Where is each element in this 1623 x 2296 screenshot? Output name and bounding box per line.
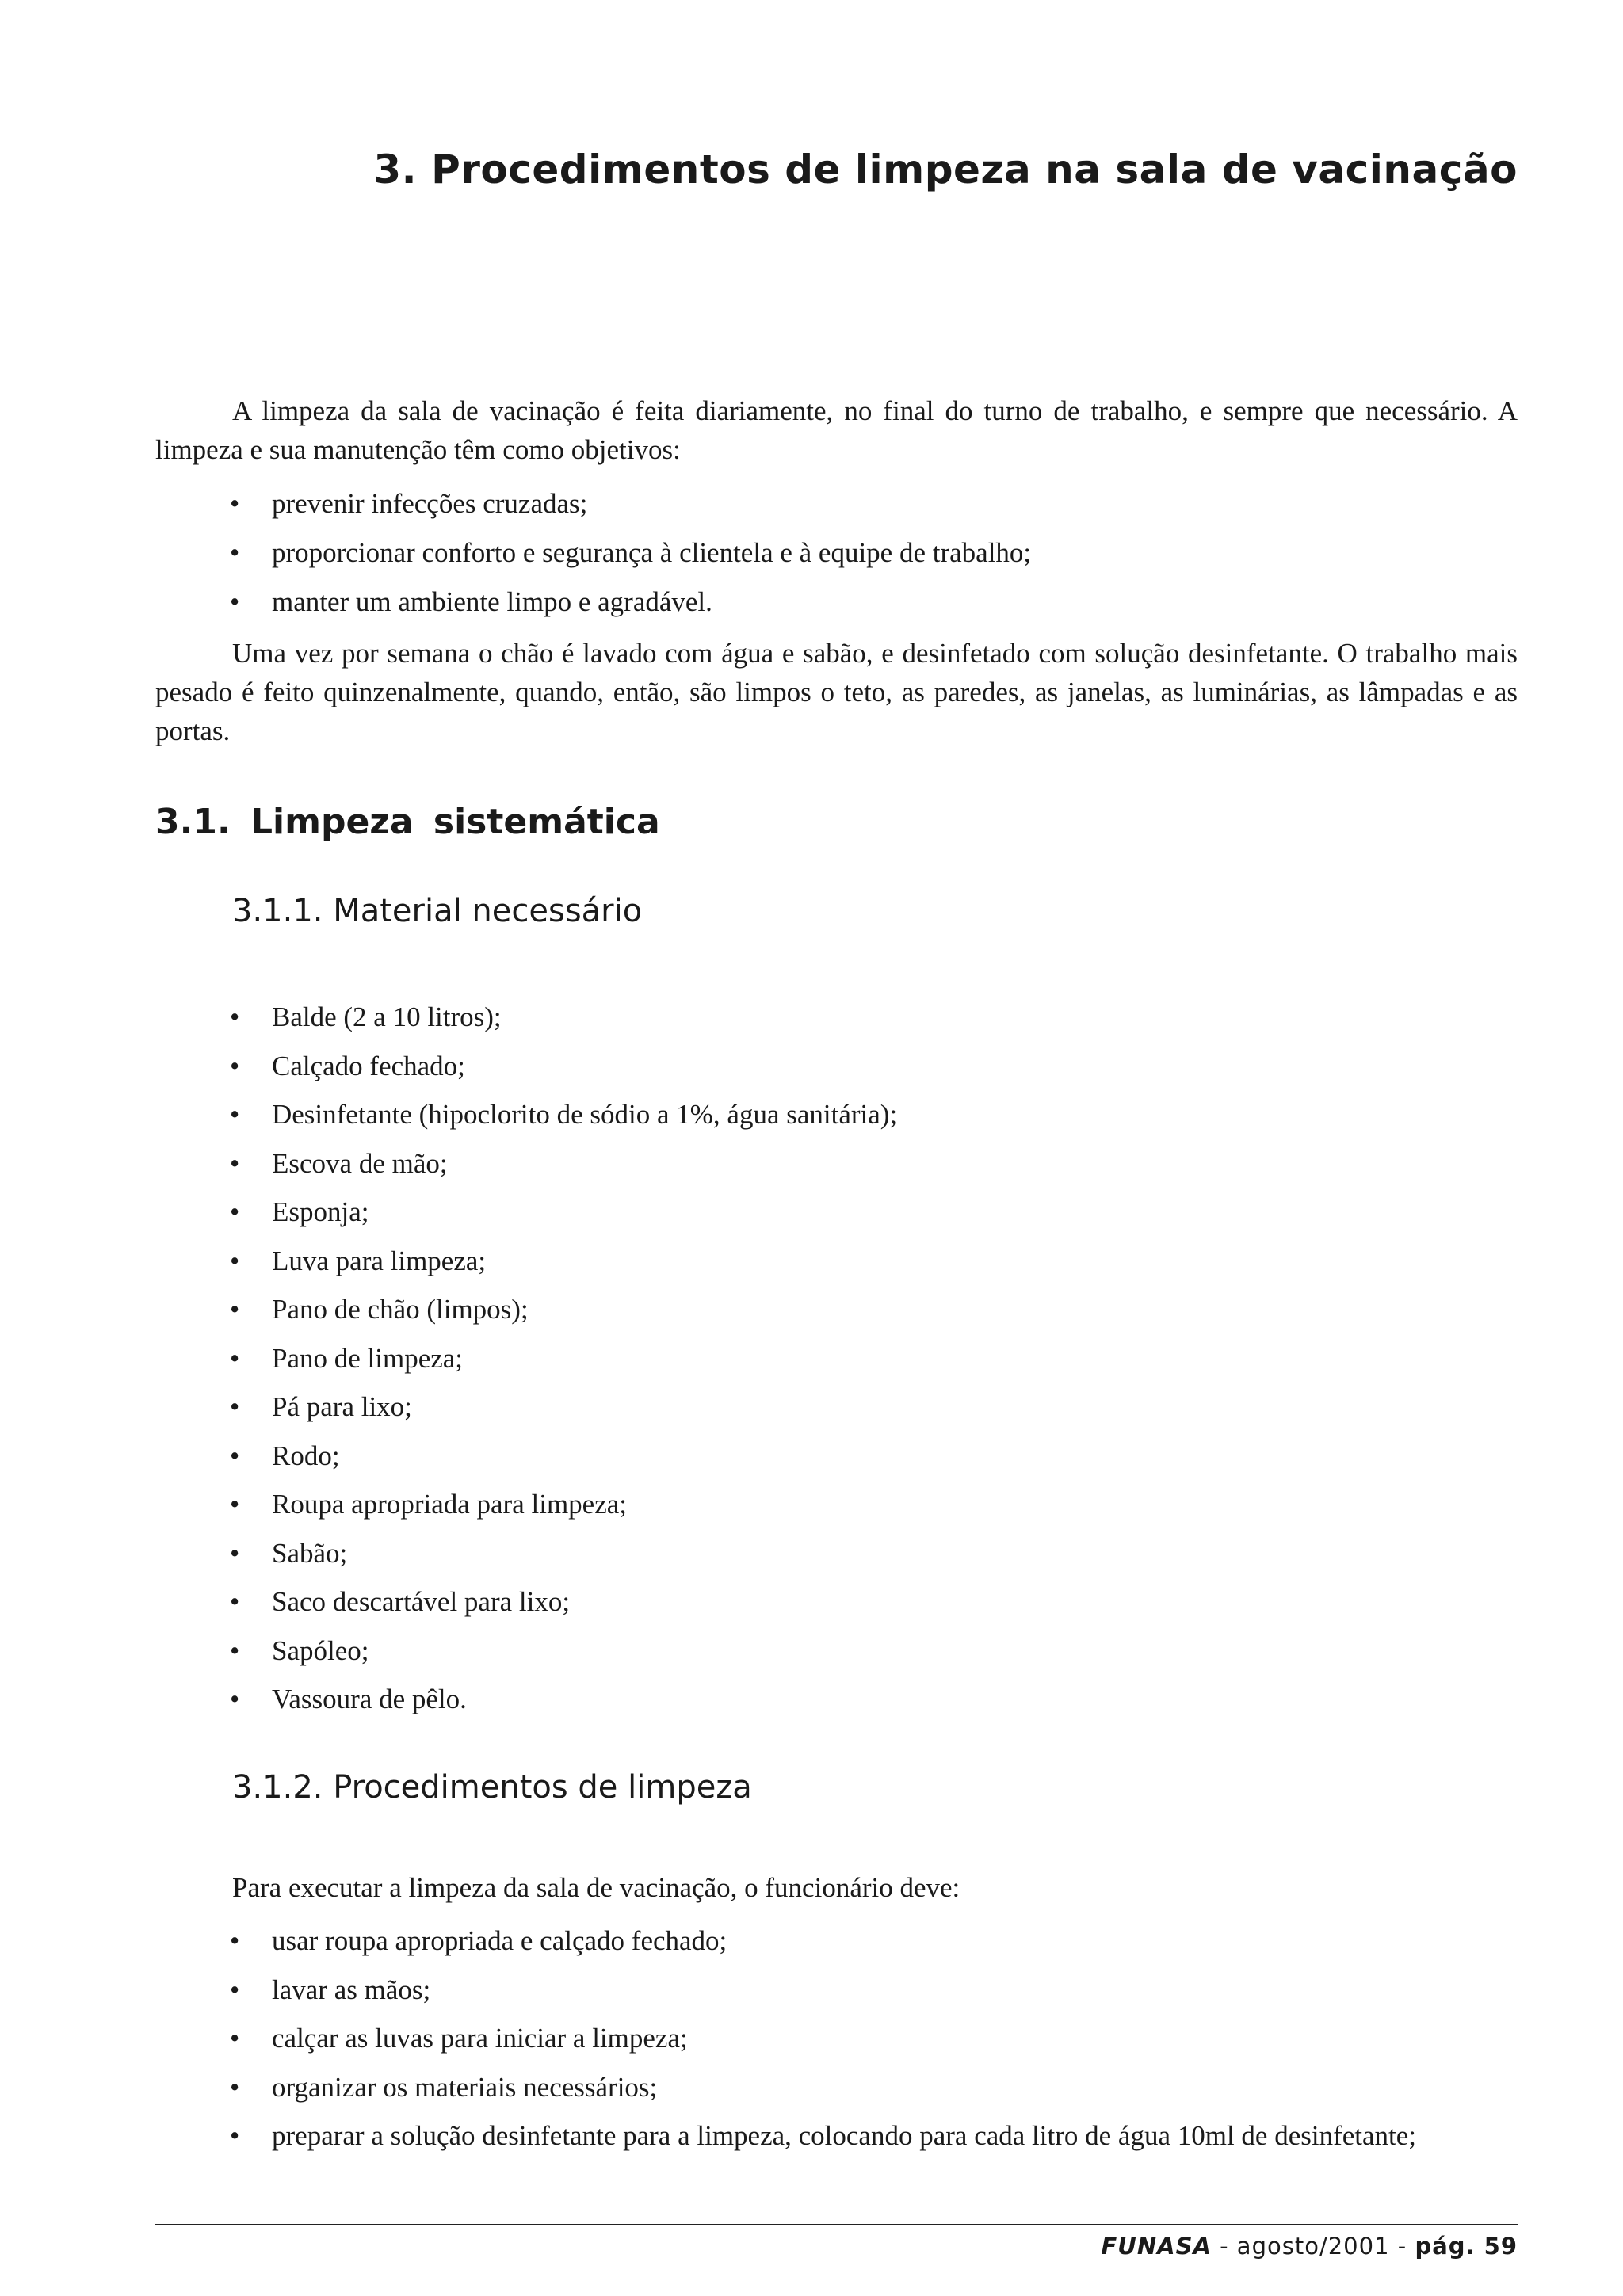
list-item (0, 1188, 1623, 1237)
list-item-text: lavar as mãos; (272, 1974, 431, 2005)
list-item (0, 1627, 1623, 1676)
list-item (0, 1432, 1623, 1481)
weekly-cleaning-paragraph: Uma vez por semana o chão é lavado com água e sabão, e desinfetado com solução desinfetante. O trabalho mais pesado é feito quinzenalmente, quando, então, são limpos o teto, as paredes, as janelas, as luminárias, as lâmpadas e as portas. (155, 638, 1518, 746)
list-item-text: Pano de limpeza; (272, 1342, 464, 1374)
list-item-text: Saco descartável para lixo; (272, 1586, 571, 1617)
bullet-icon: • (230, 2071, 240, 2103)
page-number: pág. 59 (1415, 2233, 1518, 2260)
list-item-text: Esponja; (272, 1196, 369, 1227)
list-item (0, 1090, 1623, 1139)
section-title: 3.1. Limpeza sistemática (155, 802, 660, 842)
list-item-text: preparar a solução desinfetante para a limpeza, colocando para cada litro de água 10ml de desinfetante; (272, 2120, 1417, 2151)
list-item (0, 2063, 1623, 2112)
footer-brand: FUNASA (1101, 2233, 1212, 2260)
procedures-subtitle: 3.1.2. Procedimentos de limpeza (232, 1769, 752, 1806)
list-item-text: Vassoura de pêlo. (272, 1684, 467, 1714)
list-item-text: Roupa apropriada para limpeza; (272, 1489, 627, 1520)
list-item (0, 1139, 1623, 1188)
material-list (0, 993, 1623, 1724)
list-item (0, 479, 1623, 528)
list-item-text: Sabão; (272, 1537, 348, 1569)
bullet-icon: • (230, 1586, 240, 1617)
list-item-text: organizar os materiais necessários; (272, 2071, 658, 2103)
bullet-icon: • (230, 488, 240, 519)
bullet-icon: • (230, 1245, 240, 1276)
bullet-icon: • (230, 1001, 240, 1032)
list-item (0, 1042, 1623, 1091)
list-item-text: Pá para lixo; (272, 1391, 412, 1422)
bullet-icon: • (230, 1342, 240, 1374)
list-item (0, 1529, 1623, 1578)
procedures-intro: Para executar a limpeza da sala de vacinação, o funcionário deve: (232, 1872, 960, 1903)
list-item (0, 1285, 1623, 1334)
objectives-list (0, 479, 1623, 627)
list-item-text: Pano de chão (limpos); (272, 1294, 529, 1325)
list-item-text: calçar as luvas para iniciar a limpeza; (272, 2023, 688, 2054)
bullet-icon: • (230, 586, 240, 617)
list-item-text: prevenir infecções cruzadas; (272, 488, 588, 519)
list-item-text: Luva para limpeza; (272, 1245, 487, 1276)
bullet-icon: • (230, 1440, 240, 1471)
list-item (0, 528, 1623, 578)
list-item-text: Escova de mão; (272, 1147, 448, 1179)
bullet-icon: • (230, 1537, 240, 1569)
list-item-text: proporcionar conforto e segurança à clientela e à equipe de trabalho; (272, 537, 1032, 568)
bullet-icon: • (230, 1634, 240, 1666)
bullet-icon: • (230, 1925, 240, 1956)
bullet-icon: • (230, 1099, 240, 1130)
bullet-icon: • (230, 1196, 240, 1227)
bullet-icon: • (230, 2023, 240, 2054)
list-item (0, 1237, 1623, 1286)
bullet-icon: • (230, 1489, 240, 1520)
list-item-text: manter um ambiente limpo e agradável. (272, 586, 712, 617)
list-item (0, 1334, 1623, 1383)
list-item-text: Desinfetante (hipoclorito de sódio a 1%, água sanitária); (272, 1099, 898, 1130)
chapter-title: 3. Procedimentos de limpeza na sala de vacinação (373, 147, 1518, 193)
page-footer (1102, 2233, 1518, 2260)
intro-paragraph: A limpeza da sala de vacinação é feita diariamente, no final do turno de trabalho, e sempre que necessário. A limpeza e sua manutenção têm como objetivos: (155, 395, 1518, 465)
bullet-icon: • (230, 2120, 240, 2151)
list-item-text: Calçado fechado; (272, 1050, 465, 1081)
list-item (0, 1966, 1623, 2015)
procedures-list (0, 1917, 1623, 2161)
footer-date: - agosto/2001 - (1211, 2233, 1415, 2260)
bullet-icon: • (230, 1974, 240, 2005)
list-item (0, 1480, 1623, 1529)
list-item-text: Sapóleo; (272, 1634, 369, 1666)
footer-divider (155, 2224, 1518, 2225)
list-item (0, 1383, 1623, 1432)
material-subtitle: 3.1.1. Material necessário (232, 893, 643, 929)
list-item (0, 1577, 1623, 1627)
bullet-icon: • (230, 1294, 240, 1325)
list-item (0, 993, 1623, 1042)
list-item-text: usar roupa apropriada e calçado fechado; (272, 1925, 727, 1956)
list-item (0, 578, 1623, 627)
list-item (0, 2111, 1623, 2161)
bullet-icon: • (230, 1684, 240, 1714)
bullet-icon: • (230, 1391, 240, 1422)
list-item (0, 2014, 1623, 2063)
list-item-text: Balde (2 a 10 litros); (272, 1001, 502, 1032)
bullet-icon: • (230, 537, 240, 568)
list-item (0, 1917, 1623, 1966)
bullet-icon: • (230, 1050, 240, 1081)
bullet-icon: • (230, 1147, 240, 1179)
list-item (0, 1675, 1623, 1724)
list-item-text: Rodo; (272, 1440, 340, 1471)
